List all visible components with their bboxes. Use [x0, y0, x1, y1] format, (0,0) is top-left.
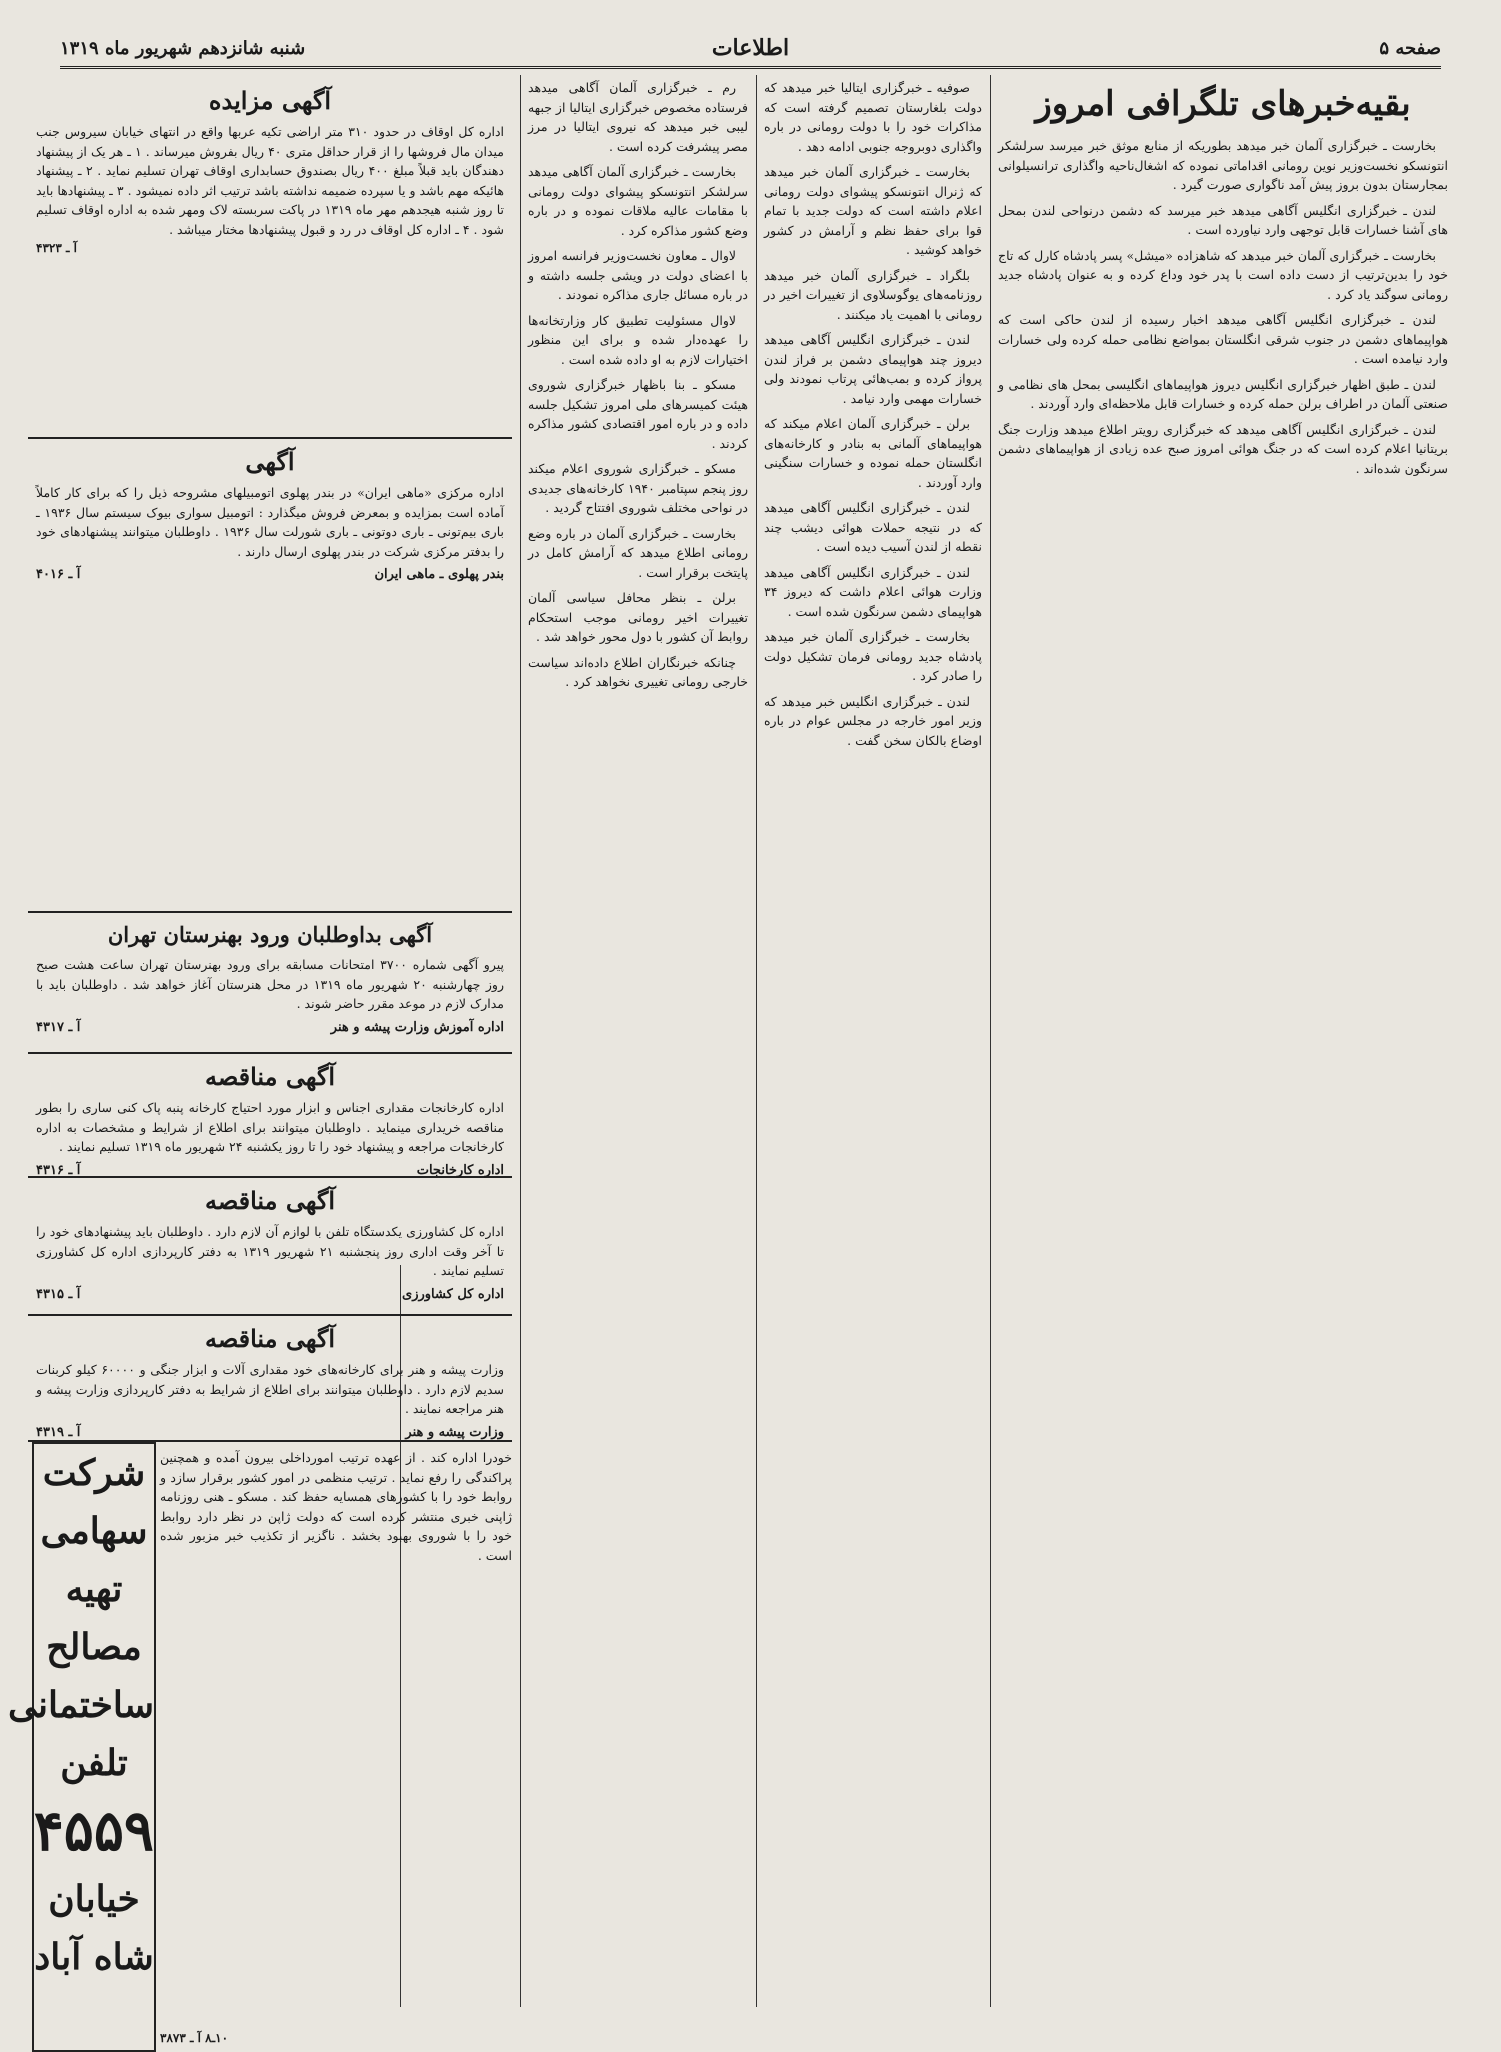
news-item: لندن ـ خبرگزاری انگلیس آگاهی میدهد که در نتیجه حملات هوائی دیشب چند نقطه از لندن آسیب دیده است . [764, 500, 982, 554]
news-item: بخارست ـ خبرگزاری آلمان خبر میدهد بطوریکه از منابع موثق خبر میرسد سرلشکر انتونسکو نخست‌وزیر نوین رومانی اقداماتی نموده که اشغال‌ناحیه واگذاری ترانسیلوانی بمجارستان بدون بروز پیش آمد ناگواری صورت گیرد . [998, 138, 1448, 192]
news-item: صوفیه ـ خبرگزاری ایتالیا خبر میدهد که دولت بلغارستان تصمیم گرفته است که مذاکرات خود را با دولت رومانی در باره واگذاری دوبروجه جنوبی ادامه دهد . [764, 80, 982, 154]
news-item: برلن ـ بنظر محافل سیاسی آلمان تغییرات اخیر رومانی موجب استحکام روابط آن کشور با دول محور خواهد شد . [528, 590, 748, 644]
company-line: ساختمانی [7, 1684, 154, 1726]
column-divider [520, 75, 521, 2007]
notice-ref: آ ـ ۴۳۱۷ [36, 1019, 81, 1035]
notice-signature: اداره کل کشاورزی [402, 1286, 504, 1302]
notice-title: آگهی مناقصه [204, 1062, 336, 1091]
notice-ref: آ ـ ۴۳۱۵ [36, 1286, 81, 1302]
column-divider [990, 75, 991, 2007]
news-item: بخارست ـ خبرگزاری آلمان در باره وضع رومانی اطلاع میدهد که آرامش کامل در پایتخت برقرار است . [528, 525, 748, 580]
notice-ref: آ ـ ۴۰۱۶ [36, 567, 81, 582]
notice-ref: آ ـ ۴۳۱۶ [36, 1162, 81, 1178]
notice-title: آگهی مناقصه [204, 1186, 336, 1215]
notice-body: اداره کل کشاورزی یکدستگاه تلفن با لوازم آن لازم دارد . داوطلبان باید پیشنهادهای خود را تا آخر وقت اداری روز پنجشنبه ۲۱ شهریور ۱۳۱۹ به دفتر کارپردازی اداره کل کشاورزی تسلیم نمایند . [36, 1224, 504, 1278]
address-line: خیابان [48, 1878, 140, 1920]
news-item: چنانکه خبرنگاران اطلاع داده‌اند سیاست خارجی رومانی تغییری نخواهد کرد . [528, 654, 748, 689]
address-line: شاه آباد [34, 1936, 154, 1978]
news-column-3 [528, 78, 748, 2002]
tender-notice-industry [28, 1316, 512, 1442]
column-divider [756, 75, 757, 2007]
company-ad-block [7, 1442, 512, 2052]
notice-body: اداره کل اوقاف در حدود ۳۱۰ متر اراضی تکیه عربها واقع در انتهای خیابان سیروس جنب میدان مال فروشها را از قرار حداقل متری ۴۰ ریال بفروش میرساند . ۱ ـ هر یک از پیشنهاد دهندگان باید قبلاً مبلغ ۴۰۰ ریال بصندوق حسابداری اوقاف تهران تسلیم نماید . ۲ ـ پیشنهاد هائیکه مهم باشد و یا سپرده ضمیمه نداشته باشد ترتیب اثر داده نمیشود . ۳ ـ پیشنهادها باید تا روز شنبه هیجدهم مهر ماه ۱۳۱۹ در پاکت سربسته لاک ومهر شده به اداره اوقاف تسلیم شود . ۴ ـ اداره کل اوقاف در رد و قبول پیشنهادها مختار میباشد . [36, 124, 504, 237]
company-line: مصالح [46, 1626, 142, 1668]
company-line: سهامی [40, 1510, 148, 1552]
notice-signature: وزارت پیشه و هنر [405, 1424, 504, 1440]
news-item: بخارست ـ خبرگزاری آلمان خبر میدهد که شاهزاده «میشل» پسر پادشاه کارل که تاج خود را بدین‌ترتیب از دست داده است با پدر خود وداع کرده و به عنوان پادشاه جدید رومانی سوگند یاد کرد . [998, 247, 1448, 302]
notice-title: آگهی بداوطلبان ورود بهنرستان تهران [107, 922, 433, 947]
issue-date: شنبه شانزدهم شهریور ماه ۱۳۱۹ [60, 37, 306, 59]
news-item: لندن ـ خبرگزاری انگلیس آگاهی میدهد وزارت هوائی اعلام داشت که دیروز ۳۴ هواپیمای دشمن سرنگون شده است . [764, 564, 982, 619]
notice-ref: آ ـ ۴۳۱۹ [36, 1424, 81, 1440]
page-header [60, 30, 1441, 69]
news-item: برلن ـ خبرگزاری آلمان اعلام میکند که هواپیماهای آلمانی به بنادر و کارخانه‌های انگلستان حمله نموده و خسارات سنگینی وارد آوردند . [764, 416, 982, 490]
notice-title: آگهی مزایده [208, 86, 332, 115]
news-item: لندن ـ خبرگزاری انگلیس آگاهی میدهد که خبرگزاری رویتر اطلاع میدهد وزارت جنگ بریتانیا اعلام کرده است که در جنگ هوائی امروز صبح عده زیادی از هواپیماهای دشمن سرنگون شده‌اند . [998, 421, 1448, 476]
notice-body: پیرو آگهی شماره ۳۷۰۰ امتحانات مسابقه برای ورود بهنرستان تهران ساعت هشت صبح روز چهارشنبه ۲۰ شهریور ماه ۱۳۱۹ در محل هنرستان آغاز خواهد شد . داوطلبان باید با مدارک لازم در موعد مقرر حاضر شوند . [36, 957, 505, 1011]
news-item: بخارست ـ خبرگزاری آلمان آگاهی میدهد سرلشکر انتونسکو پیشوای دولت رومانی با مقامات عالیه ملاقات نموده و در باره وضع کشور مذاکره کرد . [528, 164, 748, 238]
notice-title: آگهی مناقصه [204, 1324, 336, 1353]
notice-signature: بندر پهلوی ـ ماهی ایران [374, 567, 504, 582]
ads-column [7, 78, 512, 2045]
company-line: تلفن [60, 1742, 128, 1784]
company-line: تهیه [65, 1568, 123, 1610]
notice-body: وزارت پیشه و هنر برای کارخانه‌های خود مقداری آلات و ابزار جنگی و ۶۰۰۰۰ کیلو کربنات سدیم لازم دارد . داوطلبان میتوانند برای اطلاع از شرایط به دفتر کارپردازی وزارت پیشه و هنر مراجعه نمایند . [36, 1362, 504, 1416]
notice-ref: ۱۰ـ۸ آ ـ ۳۸۷۳ [160, 2030, 229, 2045]
news-item: بلگراد ـ خبرگزاری آلمان خبر میدهد روزنامه‌های یوگوسلاوی از تغییرات اخیر در رومانی با اهمیت یاد میکنند . [764, 267, 982, 322]
news-item: لندن ـ خبرگزاری انگلیس آگاهی میدهد دیروز چند هواپیمای دشمن بر فراز لندن پرواز کرده و بمب‌هائی پرتاب نمودند ولی خسارات مهمی وارد نیامد . [764, 332, 982, 406]
vehicle-sale-notice [28, 439, 512, 913]
notice-title: آگهی [245, 447, 295, 476]
news-column-2 [764, 78, 982, 2002]
news-item: بخارست ـ خبرگزاری آلمان خبر میدهد پادشاه جدید رومانی فرمان تشکیل دولت را صادر کرد . [764, 629, 982, 683]
news-item: لندن ـ خبرگزاری انگلیس خبر میدهد که وزیر امور خارجه در مجلس عوام در باره اوضاع بالکان سخن گفت . [764, 693, 982, 748]
page-number: صفحه ۵ [1379, 37, 1441, 59]
news-item: لندن ـ طبق اظهار خبرگزاری انگلیس دیروز هواپیماهای انگلیسی بمحل های نظامی و صنعتی آلمان در اطراف برلن حمله کرده و خسارات قابل ملاحظه‌ای وارد آوردند . [998, 376, 1448, 411]
news-column-1 [998, 78, 1448, 2002]
news-item: بخارست ـ خبرگزاری آلمان خبر میدهد که ژنرال انتونسکو پیشوای دولت رومانی اعلام داشته است که دولت جدید با تمام قوا برای حفظ نظم و آرامش در کشور خواهد کوشید . [764, 164, 982, 257]
news-item: مسکو ـ بنا باظهار خبرگزاری شوروی هیئت کمیسرهای ملی امروز تشکیل جلسه داده و در باره امور اقتصادی کشور مذاکره کردند . [528, 377, 748, 451]
phone-number: ۴۵۵۹ [33, 1798, 154, 1864]
auction-notice [28, 78, 512, 439]
company-line: شرکت [42, 1452, 146, 1494]
news-item: لاوال مسئولیت تطبیق کار وزارتخانه‌ها را عهده‌دار شده و برای این منظور اختیارات لازم به او داده شده است . [528, 312, 748, 367]
news-item: لندن ـ خبرگزاری انگلیس آگاهی میدهد اخبار رسیده از لندن حاکی است که هواپیماهای دشمن در جنوب شرقی انگلستان بمواضع نظامی حمله کرده ولی خسارات وارد نیامده است . [998, 312, 1448, 366]
news-item: مسکو ـ خبرگزاری شوروی اعلام میکند روز پنجم سپتامبر ۱۹۴۰ کارخانه‌های جدیدی در نواحی مختلف شوروی افتتاح گردید . [528, 461, 748, 515]
notice-body: اداره کارخانجات مقداری اجناس و ابزار مورد احتیاج کارخانه پنبه پاک کنی ساری را بطور مناقصه خریداری مینماید . داوطلبان میتوانند برای اطلاع از شرایط و مشخصات به اداره کارخانجات مراجعه و پیشنهاد خود را تا روز یکشنبه ۲۴ شهریور ماه ۱۳۱۹ تسلیم نمایند . [36, 1100, 504, 1154]
newspaper-name: اطلاعات [711, 35, 790, 61]
tender-notice-factories [28, 1054, 512, 1178]
notice-ref: آ ـ ۴۳۲۳ [36, 241, 77, 255]
continued-news: خودرا اداره کند . از عهده ترتیب امورداخلی بیرون آمده و همچنین پراکندگی را رفع نماید . ترتیب منظمی در امور کشور برقرار سازد و روابط خود را با کشورهای همسایه حفظ کند . مسکو ـ هنی روزنامه ژاپنی خبری منتشر کرده است که دولت ژاپن در نظر دارد روابط خود را با شوروی بهبود بخشد . ناگزیر از تکذیب خبر مزبور شده است . [160, 1450, 512, 1563]
notice-signature: اداره کارخانجات [416, 1162, 504, 1178]
news-item: رم ـ خبرگزاری آلمان آگاهی میدهد فرستاده مخصوص خبرگزاری ایتالیا از جبهه لیبی خبر میدهد که نیروی ایتالیا در مرز مصر پیشرفت کرده است . [527, 80, 748, 154]
section-title: بقیه‌خبرهای تلگرافی امروز [1035, 84, 1411, 124]
tender-notice-agriculture [28, 1178, 512, 1316]
school-entrance-notice [28, 913, 512, 1054]
notice-signature: اداره آموزش وزارت پیشه و هنر [330, 1019, 504, 1035]
notice-body: اداره مرکزی «ماهی ایران» در بندر پهلوی اتومبیلهای مشروحه ذیل را که برای کار کاملاً آماده است بمزایده و بمعرض فروش میگذارد : اتومبیل سواری بیوک سیستم سال ۱۹۳۶ ـ باری بیم‌تونی ـ باری دوتونی ـ باری شورلت سال ۱۹۳۶ . داوطلبان میتوانند پیشنهادهای خود را بدفتر مرکزی شرکت در بندر پهلوی ارسال دارند . [36, 485, 505, 559]
news-item: لاوال ـ معاون نخست‌وزیر فرانسه امروز با اعضای دولت در ویشی جلسه داشته و در باره مسائل جاری مذاکره نمودند . [528, 248, 748, 302]
news-item: لندن ـ خبرگزاری انگلیس آگاهی میدهد خبر میرسد که دشمن درنواحی لندن بمحل های آشنا خسارات قابل توجهی وارد نیاورده است . [998, 202, 1448, 237]
